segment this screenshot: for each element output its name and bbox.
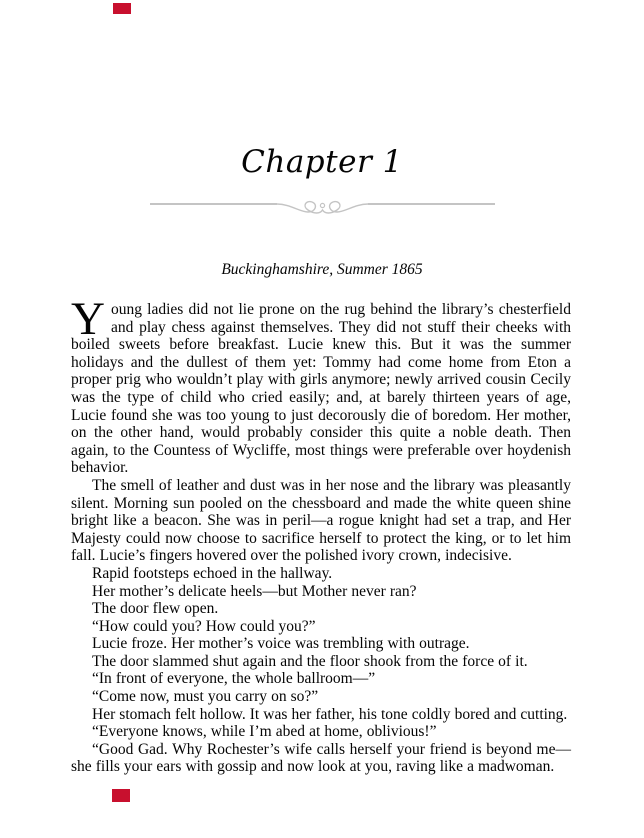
flourish-ornament-icon (150, 195, 495, 221)
body-text (71, 293, 571, 776)
dateline: Buckinghamshire, Summer 1865 (221, 261, 423, 278)
paragraph-text: oung ladies did not lie prone on the rug behind the library’s chesterfield and play chess against themselves. They did not stuff their cheeks with boiled sweets before breakfast. Lucie knew this. But it was the summer holidays and the dullest of them yet: Tommy had come home from Eton a proper prig who wouldn’t play with girls anymore; newly arrived cousin Cecily was the type of child who cried easily; and, at barely thirteen years of age, Lucie found she was too young to just decorously die of boredom. Her mother, on the other hand, would probably consider this quite a noble death. Then again, to the Countess of Wycliffe, most things were preferable over hoydenish behavior. (71, 301, 571, 477)
paragraph: “Good Gad. Why Rochester’s wife calls herself your friend is beyond me—she fills your ears with gossip and now look at you, raving like a madwoman. (71, 740, 571, 776)
paragraph: The smell of leather and dust was in her nose and the library was pleasantly silent. Morning sun pooled on the chessboard and made the white queen shine bright like a beacon. She was in peril—a rogue knight had set a trap, and Her Majesty could now choose to sacrifice herself to protect the king, or to let him fall. Lucie’s fingers hovered over the polished ivory crown, indecisive. (71, 476, 571, 565)
paragraph: Her mother’s delicate heels—but Mother never ran? (92, 582, 417, 600)
flourish-divider (0, 195, 644, 221)
paragraph: “How could you? How could you?” (92, 617, 316, 635)
drop-cap: Y (71, 293, 105, 345)
paragraph: “Everyone knows, while I’m abed at home, oblivious!” (92, 723, 437, 741)
paragraph: The door flew open. (92, 600, 219, 618)
red-marker-bottom (112, 789, 130, 802)
paragraph: “Come now, must you carry on so?” (92, 688, 319, 706)
paragraph: Lucie froze. Her mother’s voice was trembling with outrage. (92, 635, 470, 653)
chapter-title: Chapter 1 (241, 144, 403, 180)
red-marker-top (113, 3, 131, 14)
paragraph: Rapid footsteps echoed in the hallway. (92, 564, 333, 582)
paragraph: “In front of everyone, the whole ballroom—” (92, 670, 376, 688)
paragraph (71, 293, 571, 477)
paragraph: The door slammed shut again and the floor shook from the force of it. (92, 652, 528, 670)
paragraph: Her stomach felt hollow. It was her father, his tone coldly bored and cutting. (92, 705, 568, 723)
